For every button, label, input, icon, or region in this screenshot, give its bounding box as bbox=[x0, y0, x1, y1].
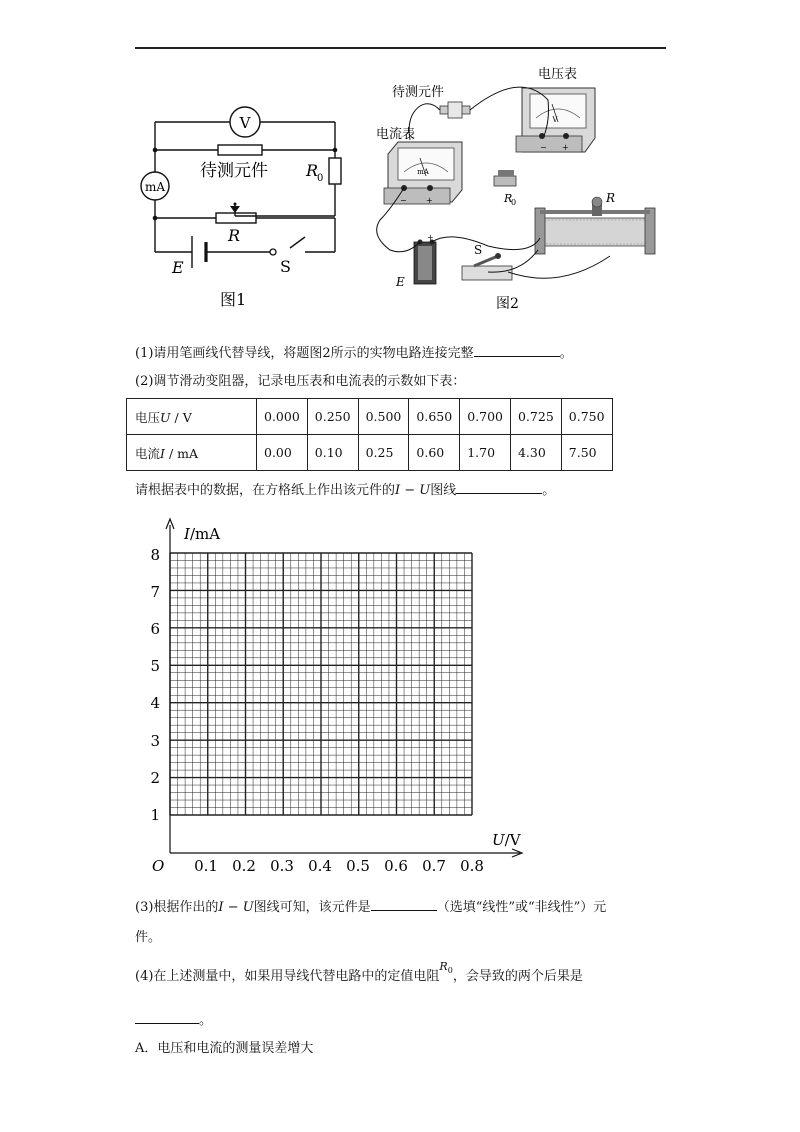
x-tick-label: 0.3 bbox=[270, 857, 294, 875]
table-cell: 0.25 bbox=[358, 435, 409, 471]
answer-blank-4[interactable] bbox=[135, 1011, 199, 1024]
table-cell: 0.60 bbox=[409, 435, 460, 471]
question-2b bbox=[135, 481, 555, 500]
question-4-text: (4)在上述测量中，如果用导线代替电路中的定值电阻 bbox=[135, 969, 440, 984]
svg-text:+: + bbox=[427, 233, 434, 242]
y-tick-label: 6 bbox=[150, 620, 160, 638]
table-cell: 7.50 bbox=[561, 435, 612, 471]
svg-text:+: + bbox=[562, 143, 569, 152]
table-cell: 0.500 bbox=[358, 399, 409, 435]
question-4-line2 bbox=[135, 1011, 212, 1030]
y-axis-label bbox=[183, 525, 220, 543]
y-axis-unit: /mA bbox=[189, 525, 221, 543]
y-axis-symbol: I bbox=[184, 525, 190, 543]
r0-subscript-2: 0 bbox=[511, 198, 517, 207]
question-2b-tail: 。 bbox=[542, 483, 556, 498]
r0-device bbox=[494, 170, 516, 186]
answer-blank-3[interactable] bbox=[371, 898, 437, 911]
voltage-header-text: 电压 bbox=[135, 409, 161, 425]
ma-label: mA bbox=[144, 180, 166, 194]
x-tick-label: 0.6 bbox=[384, 857, 408, 875]
figure-2-caption: 图2 bbox=[496, 296, 519, 312]
voltage-unit: / V bbox=[170, 409, 192, 425]
question-2b-text: 请根据表中的数据，在方格纸上作出该元件的 bbox=[135, 483, 396, 498]
rheostat-device bbox=[535, 197, 655, 254]
r0-label: R bbox=[306, 161, 319, 180]
table-cell: 0.725 bbox=[510, 399, 561, 435]
table-cell: 0.750 bbox=[561, 399, 612, 435]
question-1-end: 。 bbox=[559, 346, 573, 361]
question-2b-text-end: 图线 bbox=[430, 483, 457, 498]
x-axis-symbol: U bbox=[492, 831, 505, 849]
question-4-line2-end: 。 bbox=[199, 1013, 213, 1028]
x-axis-unit: /V bbox=[504, 831, 521, 849]
table-cell: 4.30 bbox=[510, 435, 561, 471]
table-cell: 0.000 bbox=[257, 399, 308, 435]
table-cell: 0.10 bbox=[307, 435, 358, 471]
origin-label: O bbox=[152, 857, 165, 875]
switch-device bbox=[462, 253, 512, 280]
question-3-text-end: （选填“线性”或“非线性”）元 bbox=[436, 900, 607, 915]
y-tick-label: 1 bbox=[150, 806, 160, 824]
table-cell: 1.70 bbox=[460, 435, 511, 471]
table-cell: 0.250 bbox=[307, 399, 358, 435]
table-cell: 0.700 bbox=[460, 399, 511, 435]
voltage-symbol: U bbox=[160, 409, 171, 425]
question-1 bbox=[135, 344, 573, 363]
question-3 bbox=[135, 898, 606, 917]
switch-contact bbox=[270, 249, 276, 255]
x-tick-label: 0.2 bbox=[232, 857, 256, 875]
s-label-2: S bbox=[474, 243, 483, 257]
y-tick-label: 4 bbox=[150, 694, 160, 712]
ammeter-device bbox=[384, 142, 462, 205]
row-header-voltage bbox=[127, 399, 257, 435]
svg-text:−: − bbox=[540, 143, 547, 152]
x-tick-label: 0.7 bbox=[422, 857, 446, 875]
svg-text:mA: mA bbox=[417, 168, 429, 176]
e-label-2: E bbox=[396, 275, 405, 289]
y-tick-label: 5 bbox=[150, 657, 160, 675]
y-tick-labels bbox=[150, 546, 160, 824]
element-label: 待测元件 bbox=[200, 161, 268, 181]
r0-subscript: 0 bbox=[317, 173, 324, 184]
question-3-text-mid: 图线可知，该元件是 bbox=[253, 900, 371, 915]
x-tick-label: 0.4 bbox=[308, 857, 332, 875]
rheostat-symbol bbox=[216, 213, 256, 223]
graph-paper[interactable] bbox=[140, 515, 540, 885]
y-tick-label: 2 bbox=[150, 769, 160, 787]
x-tick-label: 0.1 bbox=[194, 857, 218, 875]
x-tick-label: 0.8 bbox=[460, 857, 484, 875]
r0-label-2: R bbox=[504, 192, 513, 205]
question-4-subscript: 0 bbox=[447, 966, 453, 975]
svg-text:V: V bbox=[552, 116, 558, 124]
current-unit: / mA bbox=[164, 445, 199, 461]
table-cell: 0.00 bbox=[257, 435, 308, 471]
question-1-text: (1)请用笔画线代替导线，将题图2所示的实物电路连接完整 bbox=[135, 346, 474, 361]
current-header-text: 电流 bbox=[135, 445, 161, 461]
question-3-line2: 件。 bbox=[135, 930, 162, 945]
question-2b-symbol: I − U bbox=[395, 483, 431, 498]
x-tick-label: 0.5 bbox=[346, 857, 370, 875]
measurement-table bbox=[126, 398, 613, 471]
y-tick-label: 3 bbox=[150, 732, 160, 750]
answer-blank-1[interactable] bbox=[474, 344, 560, 357]
r-label-2: R bbox=[606, 191, 616, 205]
current-symbol: I bbox=[160, 445, 165, 461]
answer-blank-2[interactable] bbox=[456, 481, 542, 494]
grid-lines bbox=[170, 553, 472, 815]
y-tick-label: 7 bbox=[150, 583, 160, 601]
question-2: (2)调节滑动变阻器，记录电压表和电流表的示数如下表： bbox=[135, 374, 466, 389]
element-label-2: 待测元件 bbox=[392, 85, 445, 100]
question-4-symbol: R bbox=[439, 960, 448, 973]
battery-device bbox=[414, 233, 436, 284]
y-tick-label: 8 bbox=[150, 546, 160, 564]
table-row bbox=[127, 435, 613, 471]
svg-text:+: + bbox=[426, 196, 433, 205]
question-3-text: (3)根据作出的 bbox=[135, 900, 219, 915]
figure-1-caption: 图1 bbox=[220, 290, 247, 309]
top-rule bbox=[135, 47, 666, 49]
x-tick-labels bbox=[194, 857, 484, 875]
v-label: V bbox=[239, 114, 251, 132]
option-a[interactable]: A．电压和电流的测量误差增大 bbox=[135, 1041, 314, 1056]
x-axis-label bbox=[492, 831, 522, 849]
s-label: S bbox=[280, 257, 291, 276]
question-3-symbol: I − U bbox=[218, 900, 254, 915]
r-label: R bbox=[228, 226, 241, 245]
r0-resistor-symbol bbox=[329, 158, 341, 184]
question-4-text-end: ，会导致的两个后果是 bbox=[452, 969, 583, 984]
table-row bbox=[127, 399, 613, 435]
ammeter-label: 电流表 bbox=[376, 127, 416, 142]
figure-2-apparatus bbox=[370, 60, 670, 320]
svg-text:−: − bbox=[400, 196, 407, 205]
question-4 bbox=[135, 960, 583, 987]
row-header-current bbox=[127, 435, 257, 471]
element-resistor-symbol bbox=[218, 145, 262, 155]
table-cell: 0.650 bbox=[409, 399, 460, 435]
e-label: E bbox=[172, 258, 184, 277]
voltmeter-label: 电压表 bbox=[538, 67, 578, 82]
element-device bbox=[440, 102, 470, 118]
voltmeter-device bbox=[516, 88, 595, 152]
figure-1-schematic bbox=[130, 100, 360, 315]
